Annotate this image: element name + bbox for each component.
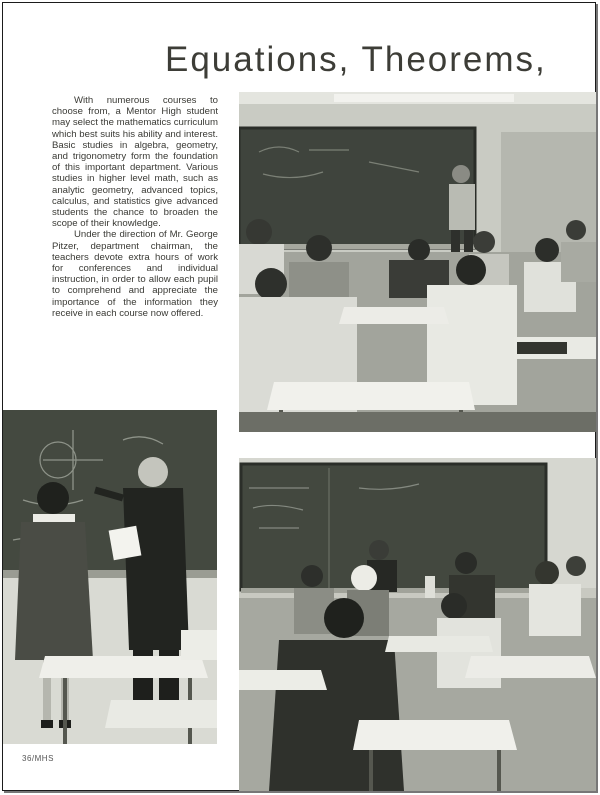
photo-students-testing [239, 458, 596, 791]
photo-teacher-student-chalkboard [3, 410, 217, 744]
paragraph-2: Under the direction of Mr. George Pitzer, department chairman, the teachers devote extra hours of work for conferences and individual instruction, in order to allow each pupil to comprehend and appreciate the importance of the information they receive in each course now offered. [52, 229, 218, 319]
article-body [52, 95, 218, 319]
photo-classroom-chalkboard [239, 92, 596, 432]
page-folio: 36/MHS [22, 754, 54, 763]
paragraph-1: With numerous courses to choose from, a Mentor High student may select the mathematics curriculum which best suits his ability and interest. Basic studies in algebra, geometry, and trigonometry form the foundation of this important department. Various studies in higher level math, such as analytic geometry, advanced topics, calculus, and statistics give advanced students the chance to broaden the scope of their knowledge. [52, 95, 218, 230]
page-headline: Equations, Theorems, [165, 40, 547, 79]
